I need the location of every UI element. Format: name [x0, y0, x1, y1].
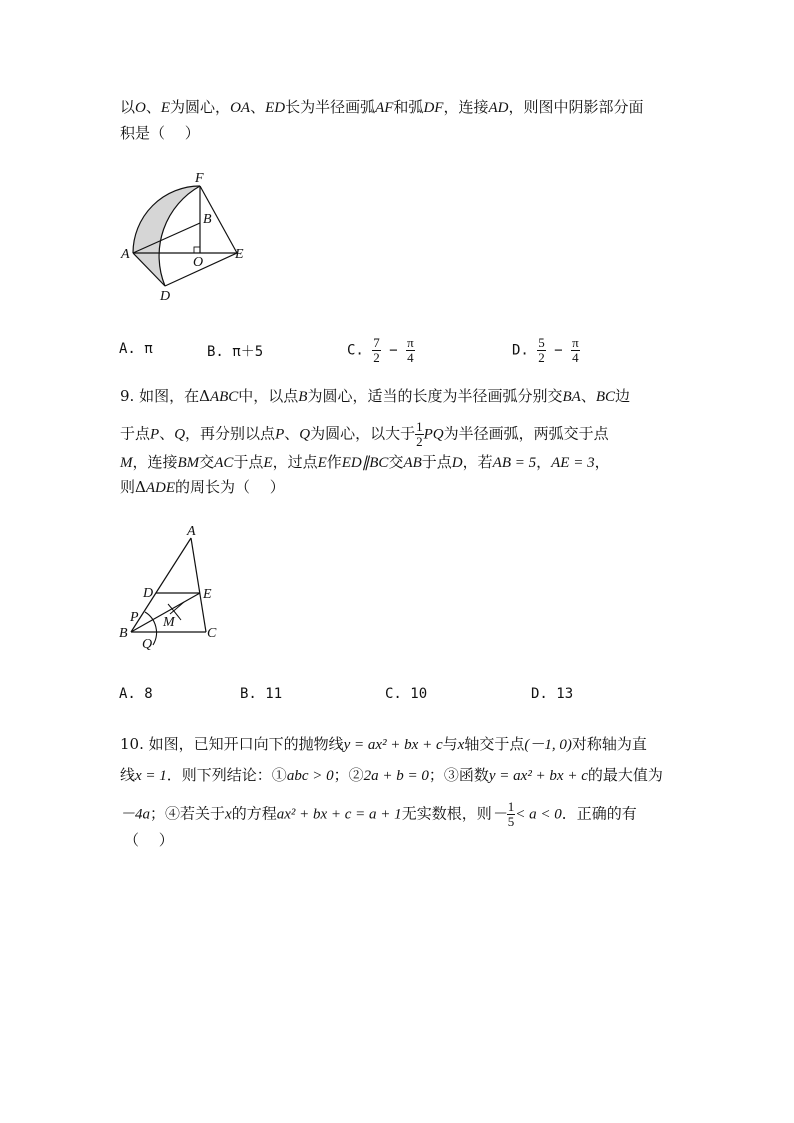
q9-sep: 、: [580, 387, 596, 405]
math-Q: Q: [299, 426, 311, 443]
fraction-1-5: [507, 800, 516, 829]
math-Q: Q: [174, 426, 186, 443]
math-abc-gt-0: abc > 0: [286, 768, 334, 784]
frac-den: 4: [572, 350, 579, 365]
q8-label-E: E: [235, 247, 244, 262]
math-inequality: < a < 0: [515, 806, 562, 823]
math-x-eq-1: x = 1: [135, 768, 167, 784]
q8-option-c[interactable]: [347, 336, 415, 365]
q8-text: 长为半径画弧: [285, 98, 376, 116]
option-c-label: C.: [347, 342, 364, 359]
q9-option-b[interactable]: B. 11: [240, 686, 283, 702]
fraction-pi-4: [571, 336, 580, 365]
q9-text: ，连接: [132, 453, 178, 471]
q9-line-AB: [131, 538, 191, 632]
q9-option-d[interactable]: D. 13: [531, 686, 574, 702]
q9-text: 为圆心，适当的长度为半径画弧分别交: [307, 387, 563, 405]
q10-text: ；③函数: [428, 766, 489, 784]
q10-text: ；②: [333, 766, 364, 784]
q8-text-line-1: [120, 97, 643, 118]
math-parabola-equation: y = ax² + bx + c: [343, 737, 443, 753]
q9-text: 9. 如图，在: [120, 387, 200, 405]
q9-label-C: C: [207, 626, 217, 641]
q8-figure: [115, 165, 255, 305]
frac-num: π: [572, 335, 579, 350]
math-BC: BC: [595, 389, 615, 405]
q9-label-A: A: [187, 524, 196, 539]
q10-text-line-1: [120, 734, 647, 755]
q9-text: ，: [536, 453, 552, 471]
q8-text: 以: [120, 98, 136, 116]
q9-text: 交: [199, 453, 215, 471]
q8-shaded-region: [133, 186, 200, 286]
q9-option-c[interactable]: C. 10: [385, 686, 428, 702]
option-d-label: D.: [512, 342, 529, 359]
triangle-symbol: Δ: [135, 478, 146, 496]
math-ED: ED: [265, 100, 286, 116]
q8-option-a[interactable]: A. π: [119, 341, 153, 357]
q9-text: ，过点: [272, 453, 318, 471]
math-DF: DF: [423, 100, 444, 116]
math-BM: BM: [177, 455, 200, 471]
math-OA: OA: [230, 100, 251, 116]
fraction-pi-4: [406, 336, 415, 365]
frac-num: 1: [507, 799, 515, 814]
q9-line-AC: [191, 538, 206, 632]
frac-den: 2: [416, 434, 423, 449]
math-E: E: [317, 455, 327, 471]
q9-text: 边: [615, 387, 631, 405]
q9-option-a[interactable]: A. 8: [119, 686, 153, 702]
q9-label-E: E: [203, 587, 212, 602]
math-P: P: [150, 426, 160, 443]
math-AC: AC: [214, 455, 234, 471]
q9-arc-M-2: [170, 602, 184, 614]
math-ABC: ABC: [209, 389, 239, 405]
triangle-symbol: Δ: [199, 387, 210, 405]
minus-sign: －: [491, 806, 507, 823]
frac-num: 5: [538, 335, 545, 350]
q10-text: 的方程: [231, 804, 277, 823]
q9-figure: [115, 520, 225, 652]
fraction-7-2: [372, 336, 381, 365]
q8-sep: 、: [145, 98, 161, 116]
q10-answer-blank: （ ）: [124, 831, 174, 849]
q9-text: ，若: [462, 453, 493, 471]
q9-label-M: M: [163, 615, 175, 630]
q9-text: 于点: [421, 453, 452, 471]
math-BA: BA: [562, 389, 581, 405]
math-D: D: [451, 455, 463, 471]
frac-den: 5: [507, 814, 515, 829]
math-AD: AD: [488, 100, 509, 116]
q8-sep: 、: [250, 98, 266, 116]
math-E: E: [263, 455, 273, 471]
math-M: M: [120, 455, 133, 471]
math-AF: AF: [375, 100, 394, 116]
q8-text: ，则图中阴影部分面: [508, 98, 644, 116]
q9-text: 于点: [120, 424, 151, 443]
math-PQ: PQ: [423, 426, 444, 443]
q10-text: ．则下列结论：①: [166, 766, 287, 784]
q9-sep: 、: [159, 424, 175, 443]
q8-option-d[interactable]: [512, 336, 580, 365]
q8-option-b[interactable]: B. π＋5: [207, 344, 264, 360]
q10-text: 10. 如图，已知开口向下的抛物线: [120, 735, 344, 753]
q9-text: 中，以点: [238, 387, 299, 405]
math-x: x: [225, 806, 232, 823]
math-AE-eq-3: AE = 3: [551, 455, 595, 471]
q8-label-D: D: [160, 289, 171, 304]
q8-text: 和弧: [393, 98, 424, 116]
q8-label-O: O: [193, 255, 204, 270]
math-B: B: [298, 389, 308, 405]
q9-label-Q: Q: [142, 637, 153, 652]
math-P: P: [275, 426, 285, 443]
math-E: E: [160, 100, 171, 116]
q9-text-line-4: [120, 477, 285, 498]
q10-text-line-2: [120, 765, 663, 786]
q9-text: ，: [594, 453, 610, 471]
q9-text: 则: [120, 478, 136, 496]
fraction-5-2: [537, 336, 546, 365]
q9-text-line-3: [120, 452, 610, 473]
math-function: y = ax² + bx + c: [488, 768, 588, 784]
q10-text: 无实数根，则: [401, 804, 492, 823]
q9-label-B: B: [119, 626, 128, 641]
q9-label-P: P: [130, 610, 139, 625]
q9-text: 作: [326, 453, 342, 471]
q9-text: 为圆心，以大于: [310, 424, 416, 443]
frac-num: 7: [373, 335, 380, 350]
q10-text: 的最大值为: [587, 766, 663, 784]
q9-text: ，再分别以点: [185, 424, 276, 443]
math-2a-plus-b: 2a + b = 0: [363, 768, 429, 784]
q9-text: 为半径画弧，两弧交于点: [443, 424, 609, 443]
q9-text-line-2: [120, 420, 609, 449]
q10-text: ；④若关于: [150, 804, 226, 823]
q8-text: ，连接: [443, 98, 489, 116]
q9-text: 交: [388, 453, 404, 471]
math-ADE: ADE: [145, 480, 176, 496]
frac-den: 2: [538, 350, 545, 365]
math-neg-4a: －4a: [120, 806, 151, 823]
math-AB-eq-5: AB = 5: [492, 455, 537, 471]
q9-sep: 、: [284, 424, 300, 443]
q10-text: 对称轴为直: [571, 735, 647, 753]
q10-text-line-3: [120, 800, 637, 829]
q9-label-D: D: [143, 586, 154, 601]
q10-text: 与: [442, 735, 458, 753]
math-O: O: [135, 100, 146, 116]
q8-right-angle-mark: [194, 247, 200, 253]
q8-text-line-2: 积是（ ）: [120, 124, 200, 142]
q8-text: 为圆心，: [170, 98, 231, 116]
minus-sign: −: [389, 342, 398, 359]
math-equation: ax² + bx + c = a + 1: [276, 806, 402, 823]
math-point: (－1, 0): [524, 737, 572, 753]
q9-text-line-1: [120, 386, 630, 407]
q8-label-B: B: [203, 212, 212, 227]
math-ED-parallel-BC: ED∥BC: [341, 455, 389, 471]
math-AB: AB: [403, 455, 422, 471]
q10-text: 线: [120, 766, 136, 784]
frac-num: π: [407, 335, 414, 350]
math-x: x: [457, 737, 465, 753]
q9-text: 于点: [233, 453, 264, 471]
frac-den: 2: [373, 350, 380, 365]
q8-label-F: F: [195, 171, 204, 186]
q10-text: 轴交于点: [464, 735, 525, 753]
q9-text: 的周长为（ ）: [175, 478, 285, 496]
frac-num: 1: [416, 419, 423, 434]
minus-sign: −: [554, 342, 563, 359]
frac-den: 4: [407, 350, 414, 365]
q10-text: ．正确的有: [561, 804, 637, 823]
q8-label-A: A: [121, 247, 130, 262]
fraction-1-2: [415, 420, 424, 449]
